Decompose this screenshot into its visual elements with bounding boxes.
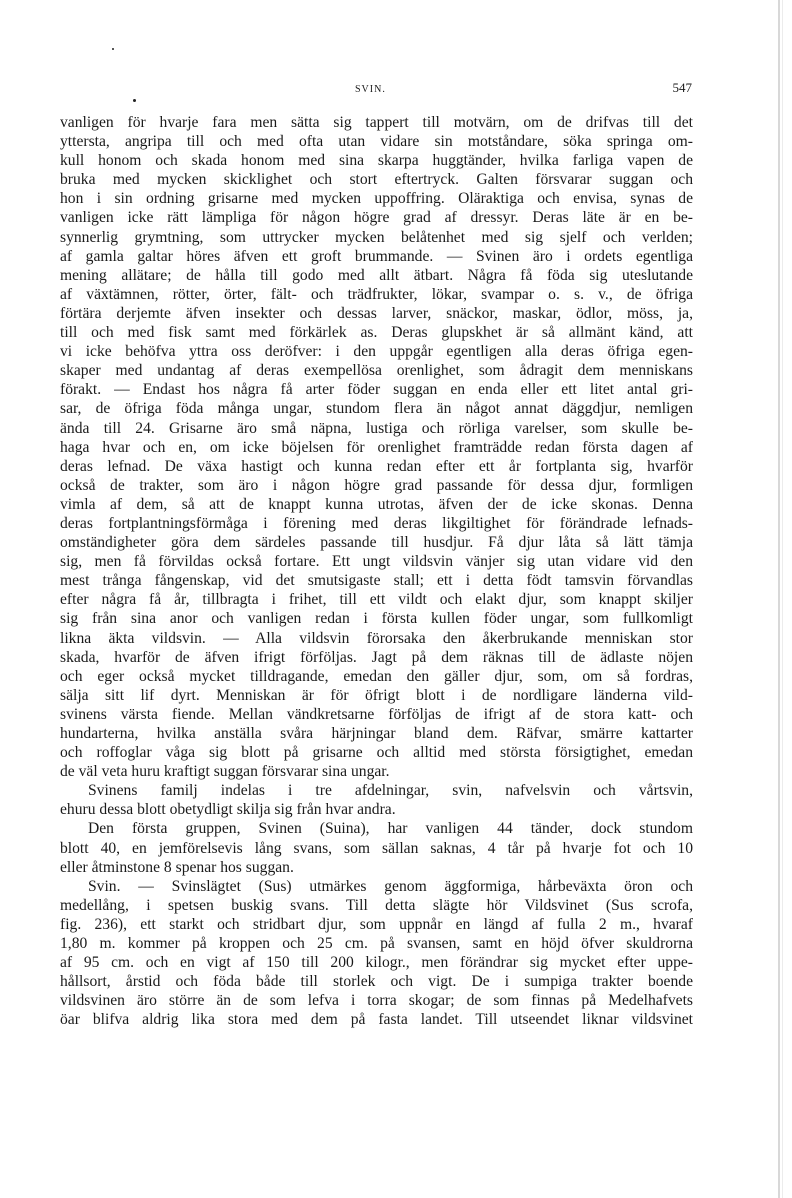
text-line: 1,80 m. kommer på kroppen och 25 cm. på svansen, samt en höjd öfver skuldrorna (60, 935, 693, 953)
text-line: hundarterna, hvilka anställa svåra härjningar bland dem. Räfvar, smärre kattarter (60, 725, 693, 742)
text-line: Svinens familj indelas i tre afdelningar, svin, nafvelsvin och vårtsvin, (88, 782, 693, 800)
text-line: vimla af dem, så att de knappt kunna utrotas, äfven der de icke skonas. Denna (60, 495, 693, 513)
text-line: också de trakter, som äro i någon högre grad passande för dessa djur, formligen (60, 476, 693, 494)
text-line: kull honom och skada honom med sina skarpa huggtänder, hvilka farliga vapen de (60, 152, 693, 170)
text-line: af 95 cm. och en vigt af 150 till 200 kilogr., men förändrar sig mycket efter uppe- (60, 954, 693, 972)
text-line: af gamla galtar höres äfven ett groft brummande. — Svinen äro i ordets egentliga (60, 247, 693, 265)
text-line: sig, men få förvildas också fortare. Ett ungt vildsvin vänjer sig utan vidare vid den (60, 553, 693, 571)
text-line: hållsort, årstid och föda både till storlek och vigt. De i sumpiga trakter boende (60, 973, 693, 991)
page-edge-rule (778, 0, 780, 1198)
body-text (60, 113, 693, 1030)
text-line: omständigheter göra dem särdeles passande till husdjur. Få djur låta så lätt tämja (60, 534, 693, 552)
text-line: förtära derjemte äfven insekter och dessas larver, snäckor, maskar, ödlor, möss, ja, (60, 304, 693, 322)
running-head: SVIN. (355, 84, 386, 95)
text-line: eller åtminstone 8 spenar hos suggan. (60, 858, 294, 876)
text-line: och roffoglar våga sig blott på grisarne och alltid med största försigtighet, emedan (60, 744, 693, 762)
text-line: sar, de öfriga föda många ungar, stundom flera än något annat däggdjur, nemligen (60, 400, 693, 418)
text-line: mest trånga fångenskap, vid det smutsigaste stall; ett i detta födt tamsvin förvandlas (60, 572, 693, 590)
text-line: Den första gruppen, Svinen (Suina), har vanligen 44 tänder, dock stundom (88, 820, 693, 838)
text-line: haga hvar och en, om icke böjelsen för orenlighet framträdde redan första dagen af (60, 438, 693, 456)
text-line: skada, hvarför de äfven ifrigt förföljas. Jagt på dem räknas till de ädlaste nöjen (60, 648, 693, 666)
text-line: till och med fisk samt med förkärlek as. Deras glupskhet är så allmänt känd, att (60, 324, 693, 342)
text-line: deras fortplantningsförmåga i förening med deras likgiltighet för förändrade lefnads- (60, 514, 693, 532)
page-header (100, 80, 692, 100)
text-line: ända till 24. Grisarne äro små näpna, lustiga och rörliga varelser, som skulle be- (60, 419, 693, 437)
text-line: vi icke behöfva yttra oss deröfver: i den uppgår egentligen alla deras öfriga egen- (60, 343, 693, 361)
print-speck (112, 48, 114, 50)
text-line: fig. 236), ett starkt och stridbart djur, som uppnår en längd af fulla 2 m., hvaraf (60, 915, 693, 933)
text-line: deras lefnad. De växa hastigt och kunna redan efter ett år fortplanta sig, hvarför (60, 457, 693, 475)
text-line: vanligen för hvarje fara men sätta sig tappert till motvärn, om de drifvas till det (60, 114, 693, 131)
text-line: och eger också mycket tilldragande, emedan den gäller djur, som, om så fordras, (60, 667, 693, 685)
text-line: de väl veta huru kraftigt suggan försvarar sina ungar. (60, 763, 390, 781)
text-line: hon i sin ordning grisarne med mycken uppoffring. Oläraktiga och envisa, synas de (60, 190, 693, 208)
text-line: sig från sina anor och vanligen redan i första kullen föder ungar, som fullkomligt (60, 610, 693, 628)
text-line: likna äkta vildsvin. — Alla vildsvin förorsaka den åkerbrukande menniskan stor (60, 629, 693, 647)
text-line: öar blifva aldrig lika stora med dem på fasta landet. Till utseendet liknar vildsvinet (60, 1011, 693, 1029)
text-line: ehuru dessa blott obetydligt skilja sig från hvar andra. (60, 801, 396, 819)
text-line: Svin. — Svinslägtet (Sus) utmärkes genom äggformiga, hårbeväxta öron och (88, 877, 693, 895)
text-line: sälja sitt lif dyrt. Menniskan är för öfrigt blott i de nordligare länderna vild- (60, 686, 693, 704)
text-line: förakt. — Endast hos några få arter föder suggan en enda eller ett litet antal gri- (60, 381, 693, 399)
text-line: blott 40, en jemförelsevis lång svans, som sällan saknas, 4 tår på hvarje fot och 10 (60, 839, 693, 857)
text-line: mening allätare; de hålla till godo med allt ätbart. Några få föda sig uteslutande (60, 266, 693, 284)
text-line: skaper med undantag af deras exempellösa orenlighet, som ådragit dem menniskans (60, 362, 693, 380)
page-number: 547 (672, 80, 692, 95)
text-line: efter några få år, tillbragta i frihet, till ett vildt och elakt djur, som knappt skiljer (60, 591, 693, 609)
text-line: bruka med mycken skicklighet och stort eftertryck. Galten försvarar suggan och (60, 171, 693, 189)
text-line: medellång, i spetsen buskig svans. Till detta slägte hör Vildsvinet (Sus scrofa, (60, 896, 693, 914)
text-line: af växtämnen, rötter, örter, fält- och trädfrukter, lökar, svampar o. s. v., de öfriga (60, 285, 693, 303)
text-line: vanligen icke rätt lämpliga för någon högre grad af dressyr. Deras läte är en be- (60, 209, 693, 227)
text-line: svinens värsta fiende. Mellan vändkretsarne förföljas de ifrigt af de stora katt- och (60, 705, 693, 723)
text-line: synnerlig grymtning, som uttrycker mycken belåtenhet med sig sjelf och verlden; (60, 228, 693, 246)
page-edge-rule-inner (782, 0, 783, 1198)
text-line: vildsvinen äro större än de som lefva i torra skogar; de som finnas på Medelhafvets (60, 992, 693, 1010)
text-line: yttersta, angripa till och med ofta utan vidare sin motståndare, söka springa om- (60, 133, 693, 151)
